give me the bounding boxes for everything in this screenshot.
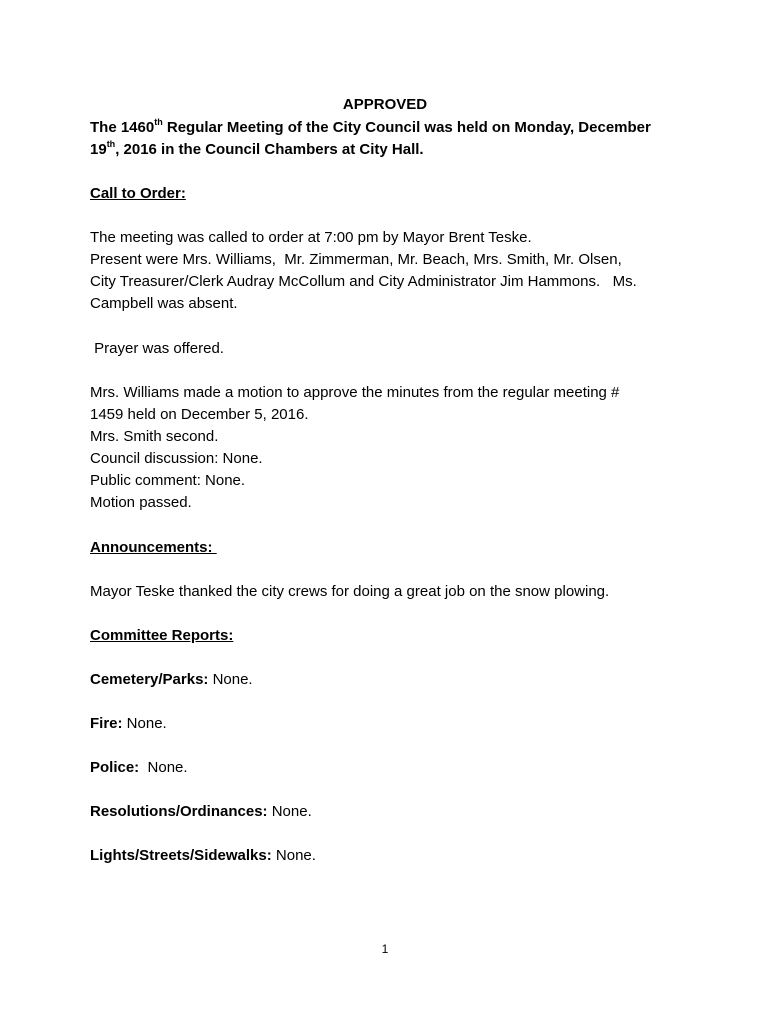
meeting-date-rest: , 2016 in the Council Chambers at City Hall.	[115, 141, 424, 158]
meeting-title-rest: Regular Meeting of the City Council was held on Monday, December	[162, 119, 651, 136]
meeting-title-line-2	[90, 139, 424, 161]
announcements-text: Mayor Teske thanked the city crews for doing a great job on the snow plowing.	[90, 583, 610, 600]
motion-line: Council discussion: None.	[90, 450, 263, 467]
committee-report-item	[90, 669, 253, 691]
meeting-date-superscript: th	[106, 139, 116, 149]
committee-report-label: Resolutions/Ordinances:	[90, 803, 268, 820]
committee-report-value: None.	[271, 847, 316, 864]
meeting-title-line-1	[90, 117, 651, 139]
motion-line: Motion passed.	[90, 494, 192, 511]
committee-report-item	[90, 801, 312, 823]
call-to-order-heading: Call to Order:	[90, 185, 186, 202]
call-to-order-line: Campbell was absent.	[90, 295, 238, 312]
call-to-order-line: The meeting was called to order at 7:00 pm by Mayor Brent Teske.	[90, 229, 532, 246]
call-to-order-line: Present were Mrs. Williams, Mr. Zimmerman, Mr. Beach, Mrs. Smith, Mr. Olsen,	[90, 251, 622, 268]
approved-status: APPROVED	[342, 96, 428, 113]
committee-report-label: Cemetery/Parks:	[90, 671, 209, 688]
prayer-line: Prayer was offered.	[90, 340, 224, 357]
committee-report-label: Fire:	[90, 715, 123, 732]
committee-report-value: None.	[139, 759, 188, 776]
committee-report-value: None.	[208, 671, 253, 688]
announcements-heading: Announcements:	[90, 539, 217, 556]
call-to-order-line: City Treasurer/Clerk Audray McCollum and City Administrator Jim Hammons. Ms.	[90, 273, 637, 290]
meeting-date-day: 19	[90, 141, 107, 158]
meeting-title-number: The 1460	[90, 119, 155, 136]
motion-line: Mrs. Williams made a motion to approve the minutes from the regular meeting #	[90, 384, 620, 401]
committee-report-item	[90, 845, 316, 867]
committee-report-label: Lights/Streets/Sidewalks:	[90, 847, 272, 864]
committee-report-item	[90, 757, 188, 779]
page-number: 1	[381, 942, 389, 956]
meeting-title-superscript: th	[154, 117, 163, 127]
committee-reports-heading: Committee Reports:	[90, 627, 234, 644]
motion-line: Mrs. Smith second.	[90, 428, 219, 445]
committee-report-label: Police:	[90, 759, 140, 776]
committee-report-value: None.	[122, 715, 167, 732]
motion-line: 1459 held on December 5, 2016.	[90, 406, 309, 423]
committee-report-value: None.	[267, 803, 312, 820]
committee-report-item	[90, 713, 167, 735]
motion-line: Public comment: None.	[90, 472, 246, 489]
